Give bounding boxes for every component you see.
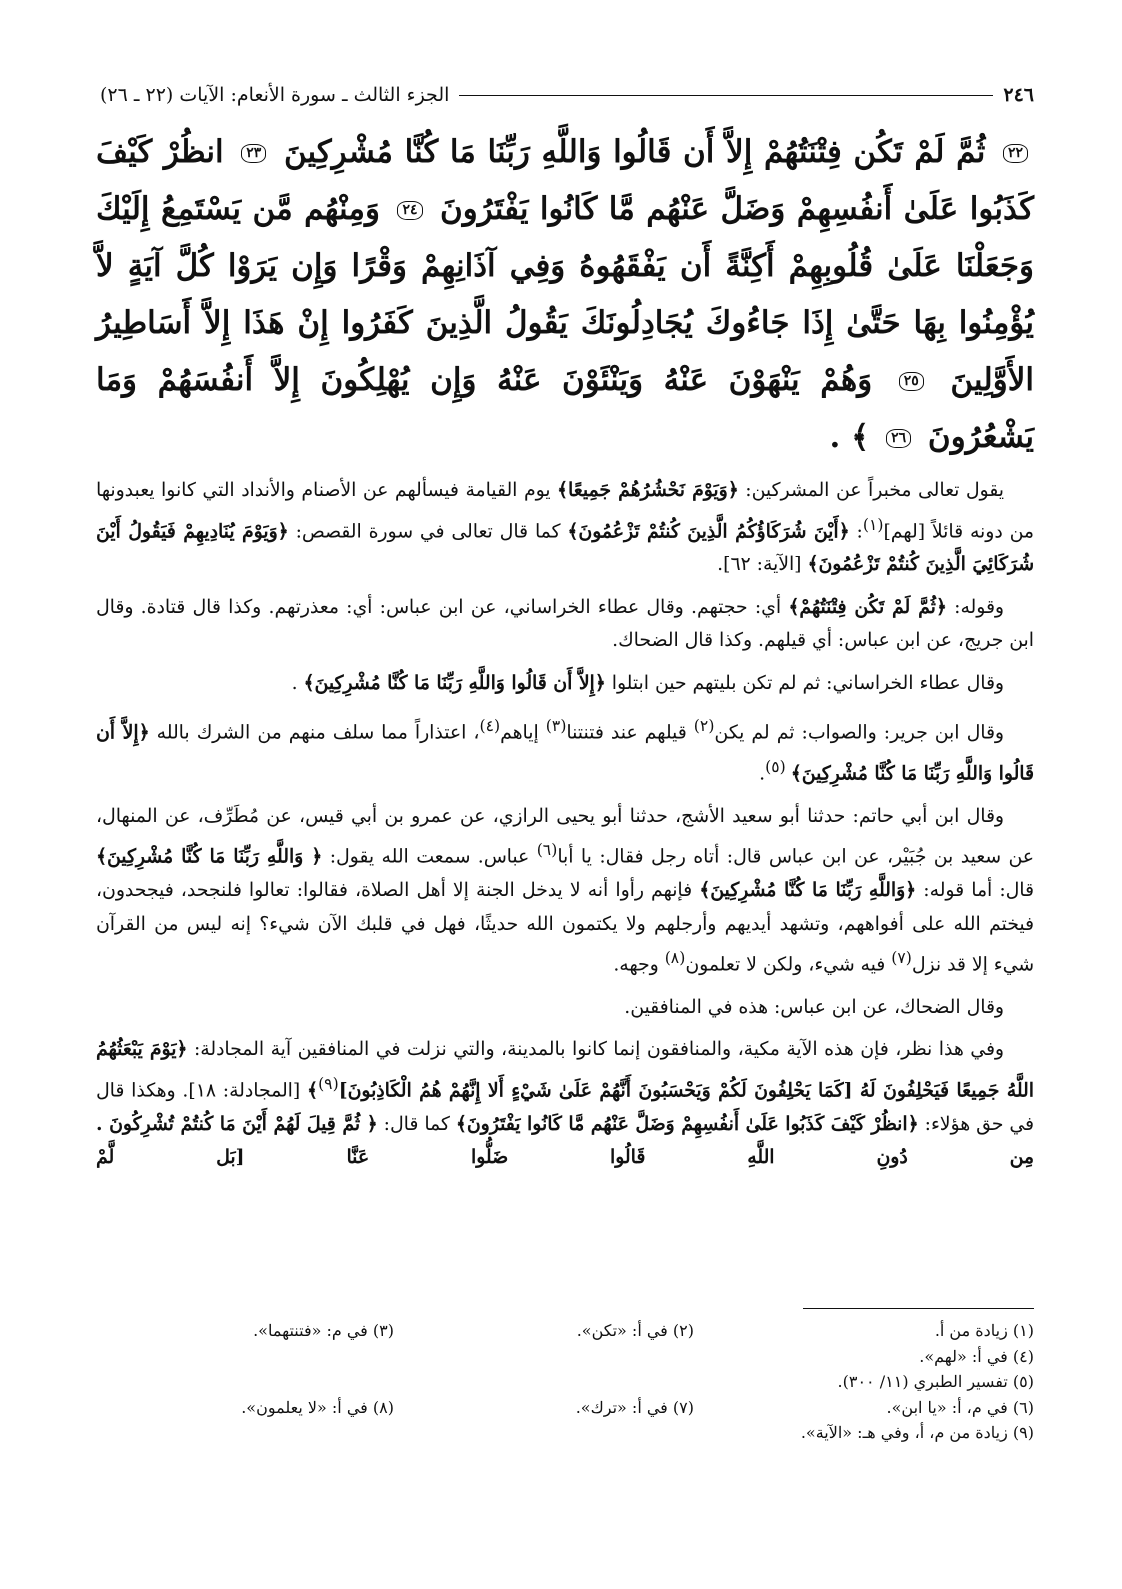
commentary-paragraph-4 (96, 709, 1034, 791)
quran-quote: ﴿ثُمَّ لَمْ تَكُن فِتْنَتُهُمْ﴾ (788, 595, 947, 618)
quran-quote: ﴿إِلاَّ أَن قَالُوا وَاللَّهِ رَبِّنَا مَا كُنَّا مُشْرِكِينَ﴾ (303, 671, 606, 694)
footnote-ref: (٩) (318, 1073, 339, 1093)
text-run: . (759, 763, 766, 785)
footnote-ref: (٤) (479, 716, 501, 736)
commentary-paragraph-2 (96, 591, 1034, 658)
quran-quote: ﴿وَاللَّهِ رَبِّنَا مَا كُنَّا مُشْرِكِينَ﴾ (699, 879, 917, 902)
footnote-3: (٣) في م: «فتنتهما». (253, 1321, 394, 1340)
footnote-ref: (٨) (664, 948, 686, 968)
commentary-paragraph-1 (96, 474, 1034, 582)
footnote-row (96, 1369, 1034, 1395)
footnote-ref: (٧) (891, 948, 912, 968)
running-title: الجزء الثالث ـ سورة الأنعام: الآيات (٢٢ ـ ٢٦) (100, 84, 450, 106)
footnote-2: (٢) في أ: «تكن». (576, 1321, 694, 1340)
footnote-row (96, 1344, 1034, 1370)
text-run: كما قال تعالى في سورة القصص: (288, 520, 568, 542)
verse-number-23: ٢٣ (241, 144, 266, 163)
text-run: فيه شيء، ولكن لا تعلمون (685, 954, 892, 976)
commentary-paragraph-3 (96, 667, 1034, 701)
verse-number-25: ٢٥ (899, 372, 924, 391)
verse-25-text: وَهُمْ يَنْهَوْنَ عَنْهُ وَيَنْئَوْنَ عَنْهُ وَإِن يُهْلِكُونَ إِلاَّ أَنفُسَهُمْ وَمَا يَشْعُرُونَ (96, 362, 1034, 455)
page-number: ٢٤٦ (1003, 84, 1034, 106)
footnote-ref: (٥) (765, 757, 791, 777)
text-run: وقال الضحاك، عن ابن عباس: هذه في المنافقين. (624, 996, 1004, 1018)
quran-quote: ﴿أَيْنَ شُرَكَاؤُكُمُ الَّذِينَ كُنتُمْ تَزْعُمُونَ﴾ (567, 519, 850, 542)
footnote-ref: (٦) (536, 840, 558, 860)
text-run: عباس. سمعت الله يقول: (322, 846, 537, 868)
footnote-9: (٩) زيادة من م، أ، وفي هـ: «الآية». (800, 1423, 1034, 1442)
quran-quote: ﴿وَيَوْمَ نَحْشُرُهُمْ جَمِيعًا﴾ (557, 479, 739, 501)
text-run: وقوله: (946, 596, 1004, 618)
running-header (100, 78, 1034, 112)
text-run: . (291, 672, 304, 694)
footnote-7: (٧) في أ: «ترك». (575, 1397, 694, 1417)
verse-22-text: ثُمَّ لَمْ تَكُن فِتْنَتُهُمْ إِلاَّ أَن قَالُوا وَاللَّهِ رَبِّنَا مَا كُنَّا مُشْرِكِينَ (283, 134, 986, 170)
verse-number-26: ٢٦ (886, 429, 911, 448)
text-run: وقال عطاء الخراساني: ثم لم تكن بليتهم حين ابتلوا (605, 672, 1004, 694)
footnotes (96, 1318, 1034, 1446)
verse-24-text: وَمِنْهُم مَّن يَسْتَمِعُ إِلَيْكَ وَجَعَلْنَا عَلَىٰ قُلُوبِهِمْ أَكِنَّةً أَن يَفْقَهُوهُ وَفِي آذَانِهِمْ وَقْرًا وَإِن يَرَوْا كُلَّ آيَةٍ لاَّ يُؤْمِنُوا بِهَا حَتَّىٰ إِذَا جَاءُوكَ يُجَادِلُونَكَ يَقُولُ الَّذِينَ كَفَرُوا إِنْ هَذَا إِلاَّ أَسَاطِيرُ الأَوَّلِينَ (96, 191, 1034, 398)
commentary-paragraph-6 (96, 991, 1034, 1025)
text-run: كما قال: (377, 1113, 456, 1135)
header-rule (459, 95, 993, 96)
quran-quote: ﴿وَيَوْمَ يُنَادِيهِمْ فَيَقُولُ أَيْنَ شُرَكَائِيَ الَّذِينَ كُنتُمْ تَزْعُمُونَ﴾ (96, 519, 1034, 576)
footnote-4: (٤) في أ: «لهم». (919, 1346, 1034, 1366)
text-run: قال: أما قوله: (916, 880, 1035, 902)
text-run: ، اعتذاراً مما سلف منهم من الشرك بالله (149, 722, 480, 744)
text-run: يوم القيامة فيسألهم عن الأصنام والأنداد التي كانوا يعبدونها من دونه قائلاً [لهم] (96, 480, 1034, 542)
footnote-row (96, 1420, 1034, 1446)
verse-23-text: انظُرْ كَيْفَ كَذَبُوا عَلَىٰ أَنفُسِهِمْ وَضَلَّ عَنْهُم مَّا كَانُوا يَفْتَرُونَ (96, 134, 1035, 227)
footnote-row (96, 1318, 1034, 1344)
footnote-1: (١) زيادة من أ. (934, 1321, 1034, 1340)
footnote-row (96, 1395, 1034, 1421)
footnote-ref: (٢) (693, 716, 715, 736)
footnote-8: (٨) في أ: «لا يعلمون». (241, 1397, 394, 1417)
commentary-paragraph-5 (96, 800, 1034, 982)
quran-quote: ﴿ وَاللَّهِ رَبِّنَا مَا كُنَّا مُشْرِكِينَ﴾ (96, 845, 323, 868)
text-run: أي: حجتهم. وقال عطاء الخراساني، عن ابن عباس: أي: معذرتهم. وكذا قال قتادة. وقال ابن جريج، عن ابن عباس: أي قيلهم. وكذا قال الضحاك. (96, 596, 1034, 652)
text-run: [المجادلة: ١٨]. وهكذا قال في حق هؤلاء: (96, 1080, 1035, 1135)
quran-quote: ﴿انظُرْ كَيْفَ كَذَبُوا عَلَىٰ أَنفُسِهِمْ وَضَلَّ عَنْهُم مَّا كَانُوا يَفْتَرُونَ﴾ (455, 1112, 919, 1135)
quran-quote: ﴿إِلاَّ أَن قَالُوا وَاللَّهِ رَبِّنَا مَا كُنَّا مُشْرِكِينَ﴾ (96, 721, 1034, 785)
text-run: يقول تعالى مخبراً عن المشركين: (738, 480, 1004, 501)
text-run: [الآية: ٦٢]. (717, 554, 808, 576)
text-run: وجهه. (613, 954, 665, 976)
quran-quote-bracket: ﴾ (307, 1079, 319, 1102)
verse-closing-bracket: ﴾ . (829, 419, 870, 455)
text-run: وقال ابن جرير: والصواب: ثم لم يكن (714, 722, 1004, 744)
footnote-ref: (٣) (545, 716, 567, 736)
text-run: إياهم (500, 722, 546, 744)
footnote-ref: (١) (862, 514, 884, 534)
footnote-5: (٥) تفسير الطبري (١١/ ٣٠٠). (837, 1372, 1034, 1391)
quran-quote: ﴿ ثُمَّ قِيلَ لَهُمْ أَيْنَ مَا كُنتُمْ تُشْرِكُونَ . مِن دُونِ اللَّهِ قَالُوا ضَلُّوا عَنَّا [بَل لَّمْ (96, 1112, 1034, 1169)
footnote-separator (803, 1308, 1034, 1309)
quran-verses (96, 124, 1034, 466)
text-run: فإنهم رأوا أنه لا يدخل الجنة إلا أهل الصلاة، فقالوا: تعالوا فلنجحد، فيجحدون، فيختم الله على أفواههم، وتشهد أيديهم وأرجلهم ولا يكتمون الله حديثًا، فهل في قلبك الآن شيء؟ إنه ليس من القرآن شيء إلا قد نزل (96, 880, 1034, 976)
verse-number-24: ٢٤ (397, 201, 422, 220)
verse-number-22: ٢٢ (1003, 144, 1028, 163)
footnote-6: (٦) في م، أ: «يا ابن». (886, 1397, 1034, 1417)
text-run: وقال ابن أبي حاتم: حدثنا أبو سعيد الأشج، حدثنا أبو يحيى الرازي، عن عمرو بن أبي قيس، عن مُطَرِّف، عن المنهال، عن سعيد بن جُبَيْر، عن ابن عباس قال: أتاه رجل فقال: يا أبا (96, 805, 1034, 868)
text-run: قيلهم عند فتنتنا (566, 722, 694, 744)
tafsir-commentary (96, 474, 1034, 1184)
text-run: : (849, 520, 863, 542)
commentary-paragraph-7 (96, 1033, 1034, 1174)
quran-quote: ﴿يَوْمَ يَبْعَثُهُمُ اللَّهُ جَمِيعًا فَيَحْلِفُونَ لَهُ [كَمَا يَحْلِفُونَ لَكُمْ وَيَحْسَبُونَ أَنَّهُمْ عَلَىٰ شَيْءٍ أَلا إِنَّهُمْ هُمُ الْكَاذِبُونَ] (96, 1038, 1034, 1102)
text-run: وفي هذا نظر، فإن هذه الآية مكية، والمنافقون إنما كانوا بالمدينة، والتي نزلت في المنافقين آية المجادلة: (187, 1039, 1004, 1061)
